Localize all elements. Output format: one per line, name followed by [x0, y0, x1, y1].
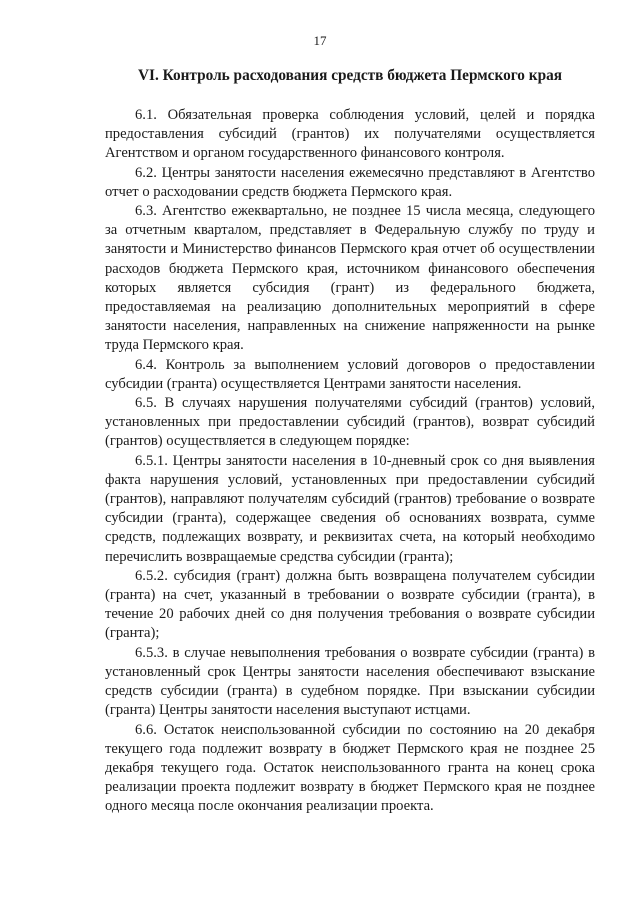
page-number: 17: [313, 33, 327, 48]
document-body: [105, 106, 595, 817]
paragraph-6-3: 6.3. Агентство ежеквартально, не позднее 15 числа месяца, следующего за отчетным кварталом, представляет в Федеральную службу по труду и занятости и Министерство финансов Пермского края отчет об осуществлении расходов бюджета Пермского края, источником финансового обеспечения которых является субсидия (грант) из федерального бюджета, предоставляемая на реализацию дополнительных мероприятий в сфере занятости населения, направленных на снижение напряженности на рынке труда Пермского края.: [105, 203, 595, 354]
section-title: VI. Контроль расходования средств бюджета Пермского края: [137, 67, 563, 84]
paragraph-6-4: 6.4. Контроль за выполнением условий договоров о предоставлении субсидии (гранта) осуществляется Центрами занятости населения.: [105, 356, 595, 392]
paragraph-6-5-3: 6.5.3. в случае невыполнения требования о возврате субсидии (гранта) в установленный срок Центры занятости населения обеспечивают взыскание средств субсидии (гранта) в судебном порядке. При взыскании субсидии (гранта) Центры занятости населения выступают истцами.: [105, 644, 595, 719]
paragraph-6-2: 6.2. Центры занятости населения ежемесячно представляют в Агентство отчет о расходовании средств бюджета Пермского края.: [105, 164, 595, 200]
paragraph-6-5: 6.5. В случаях нарушения получателями субсидий (грантов) условий, установленных при предоставлении субсидий (грантов), возврат субсидий (грантов) осуществляется в следующем порядке:: [105, 395, 595, 450]
paragraph-6-5-1: 6.5.1. Центры занятости населения в 10-дневный срок со дня выявления факта нарушения условий, установленных при предоставлении субсидий (грантов), направляют получателям субсидий (грантов) требование о возврате субсидии (гранта), содержащее сведения об основаниях возврата, сумме средств, подлежащих возврату, и реквизитах счета, на который необходимо перечислить возвращаемые средства субсидии (гранта);: [105, 452, 595, 565]
paragraph-6-6: 6.6. Остаток неиспользованной субсидии по состоянию на 20 декабря текущего года подлежит возврату в бюджет Пермского края не позднее 25 декабря текущего года. Остаток неиспользованного гранта на конец срока реализации проекта подлежит возврату в бюджет Пермского края не позднее одного месяца после окончания реализации проекта.: [105, 721, 595, 815]
paragraph-6-5-2: 6.5.2. субсидия (грант) должна быть возвращена получателем субсидии (гранта) на счет, указанный в требовании о возврате субсидии (гранта), в течение 20 рабочих дней со дня получения требования о возврате субсидии (гранта);: [105, 567, 595, 642]
paragraph-6-1: 6.1. Обязательная проверка соблюдения условий, целей и порядка предоставления субсидий (грантов) их получателями осуществляется Агентством и органом государственного финансового контроля.: [105, 107, 595, 162]
